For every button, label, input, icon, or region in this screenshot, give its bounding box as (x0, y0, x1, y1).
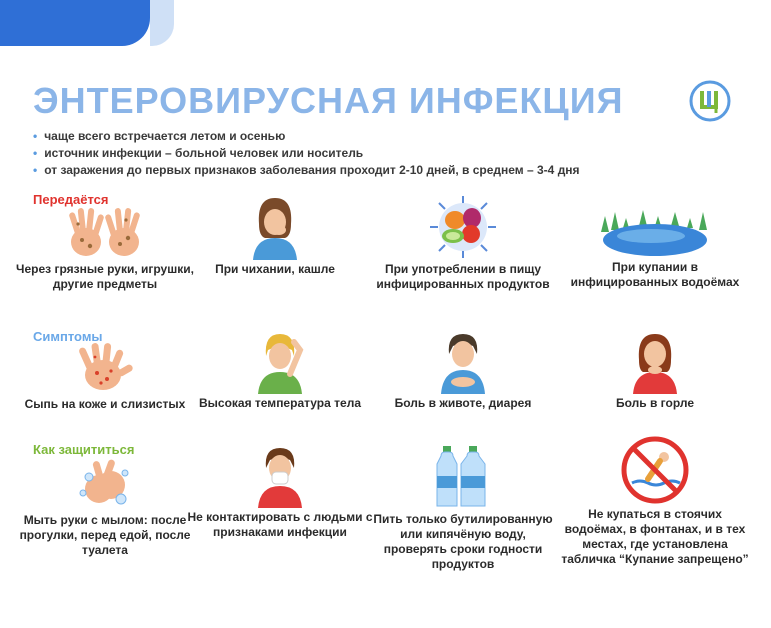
symptom-item-stomach (368, 330, 558, 411)
section-title-symptoms: Симптомы (33, 329, 103, 344)
water-bottles-icon (433, 444, 493, 510)
symptom-item-fever (185, 330, 375, 411)
fever-person-icon (250, 330, 310, 394)
transmit-item-food (368, 194, 558, 292)
page-title: ЭНТЕРОВИРУСНАЯ ИНФЕКЦИЯ (33, 80, 624, 121)
transmit-caption: При чихании, кашле (215, 262, 335, 276)
intro-bullet: • источник инфекции – больной человек или носитель (33, 146, 364, 160)
rash-hand-icon (75, 343, 135, 395)
intro-bullet: • чаще всего встречается летом и осенью (33, 129, 286, 143)
intro-bullets (33, 128, 580, 179)
transmit-caption: При употреблении в пищу инфицированных продуктов (376, 262, 550, 291)
transmit-caption: Через грязные руки, игрушки, другие предметы (16, 262, 194, 291)
transmit-item-sneeze (180, 196, 370, 277)
section-title-transmits: Передаётся (33, 192, 109, 207)
stomach-ache-person-icon (433, 330, 493, 394)
protect-caption: Не купаться в стоячих водоёмах, в фонтанах, и в тех местах, где установлена табличка “Купание запрещено” (561, 507, 749, 566)
transmit-item-hands (10, 204, 200, 292)
protect-item-wash (10, 455, 200, 558)
top-banner-accent (150, 0, 174, 46)
transmit-item-pond (560, 206, 750, 290)
symptom-caption: Сыпь на коже и слизистых (24, 397, 186, 411)
intro-bullet: • от заражения до первых признаков заболевания проходит 2-10 дней, в среднем – 3-4 дня (33, 163, 580, 177)
protect-caption: Пить только бутилированную или кипячёную воду, проверять сроки годности продуктов (373, 512, 553, 571)
protect-item-contact (185, 444, 375, 540)
dirty-hands-icon (60, 204, 150, 260)
sore-throat-person-icon (625, 330, 685, 394)
section-title-protect: Как защититься (33, 442, 135, 457)
contaminated-food-icon (427, 194, 499, 260)
top-banner (0, 0, 150, 46)
protect-caption: Мыть руки с мылом: после прогулки, перед едой, после туалета (19, 513, 191, 557)
symptom-caption: Боль в горле (615, 396, 695, 410)
symptom-item-throat (560, 330, 750, 411)
symptom-item-rash (10, 343, 200, 412)
sneezing-person-icon (245, 196, 305, 260)
protect-caption: Не контактировать с людьми с признаками инфекции (187, 510, 373, 539)
symptom-caption: Боль в животе, диарея (394, 396, 532, 410)
mask-person-icon (250, 444, 310, 508)
hand-washing-icon (75, 455, 135, 511)
protect-item-water (368, 444, 558, 572)
ministry-logo-icon (689, 80, 731, 122)
protect-item-no-swimming (560, 435, 750, 567)
symptom-caption: Высокая температура тела (198, 396, 361, 410)
no-swimming-sign-icon (620, 435, 690, 505)
transmit-caption: При купании в инфицированных водоёмах (570, 260, 740, 289)
pond-icon (595, 206, 715, 258)
